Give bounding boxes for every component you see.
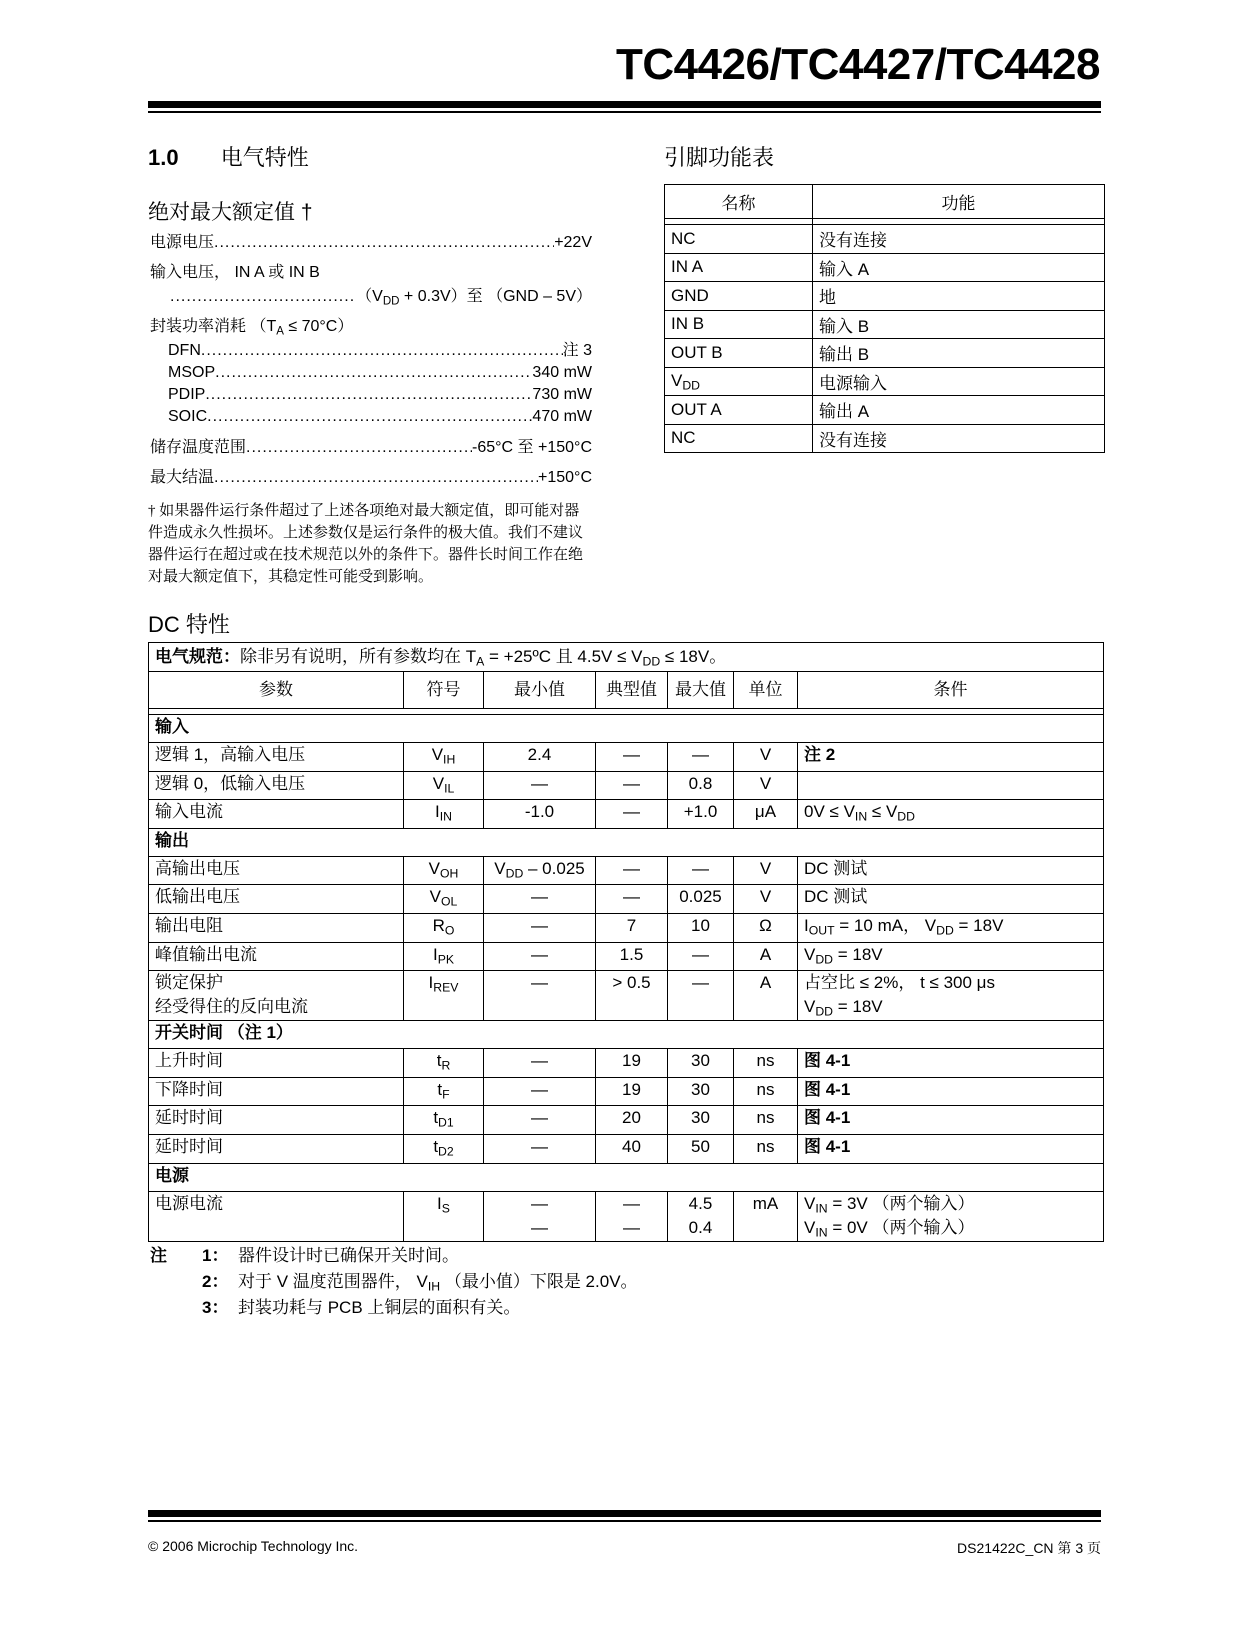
document-title: TC4426/TC4427/TC4428 bbox=[615, 40, 1100, 89]
pin-table-header bbox=[665, 185, 1105, 219]
col-function: 功能 bbox=[813, 185, 1105, 219]
dc-header-row: 参数 符号 最小值 典型值 最大值 单位 条件 bbox=[149, 672, 1104, 709]
pin-row: $V_{DD}$ 电源输入 bbox=[665, 367, 1105, 396]
pin-row: IN A 输入 A bbox=[665, 253, 1105, 282]
footer-copyright: © 2006 Microchip Technology Inc. bbox=[148, 1538, 359, 1554]
pin-table-title: 引脚功能表 bbox=[664, 145, 775, 170]
pin-row: GND 地 bbox=[665, 282, 1105, 311]
dc-title: DC 特性 bbox=[148, 612, 230, 637]
dc-row: 峰值输出电流 $I_{PK}$ — 1.5 — A $V_{DD} = 18V$ bbox=[149, 942, 1104, 971]
rating-power-label: 封装功率消耗 $(T_A \le 70^\circ C)$ bbox=[150, 318, 354, 338]
rating-junction-temp: 最大结温 ..... +150°C bbox=[150, 467, 592, 489]
dc-section-input: 输入 bbox=[149, 715, 1104, 743]
header-rule bbox=[148, 101, 1101, 108]
dc-row: 低输出电压 $V_{OL}$ — — 0.025 V DC 测试 bbox=[149, 885, 1104, 914]
dc-characteristics-table bbox=[148, 642, 1104, 1242]
dc-spec-row: 电气规范：除非另有说明，所有参数均在 $T_A$ = +25ºC 且 $4.5V \le V_{DD} \le 18V$。 bbox=[149, 643, 1104, 672]
dc-section-switching: 开关时间 （注 1） bbox=[149, 1021, 1104, 1049]
pin-row: OUT A 输出 A bbox=[665, 396, 1105, 425]
pin-row: OUT B 输出 B bbox=[665, 339, 1105, 368]
dc-row: 输出电阻 $R_O$ — 7 10 Ω $I_{OUT} = 10$ mA， $V_{DD} = 18V$ bbox=[149, 913, 1104, 942]
dc-row: 逻辑 1，高输入电压 $V_{IH}$ 2.4 — — V 注 2 bbox=[149, 743, 1104, 772]
dc-row: 下降时间 $t_F$ — 19 30 ns 图 4-1 bbox=[149, 1077, 1104, 1106]
rating-package-msop: MSOP ..... 340 mW bbox=[168, 362, 592, 384]
header-rule-thin bbox=[148, 111, 1101, 113]
pin-row: IN B 输入 B bbox=[665, 310, 1105, 339]
dc-notes bbox=[150, 1243, 950, 1321]
dc-row: 逻辑 0，低输入电压 $V_{IL}$ — — 0.8 V bbox=[149, 771, 1104, 800]
pin-row: NC 没有连接 bbox=[665, 424, 1105, 453]
rating-storage-temp: 储存温度范围 ..... -65°C 至 +150°C bbox=[150, 437, 592, 459]
note-item: 3： 封装功耗与 PCB 上铜层的面积有关。 bbox=[202, 1298, 521, 1317]
rating-package-pdip: PDIP ..... 730 mW bbox=[168, 384, 592, 406]
footer-rule-thin bbox=[148, 1520, 1101, 1522]
dc-section-power: 电源 bbox=[149, 1163, 1104, 1191]
section-number: 1.0 bbox=[148, 145, 179, 170]
pin-row: NC 没有连接 bbox=[665, 225, 1105, 254]
col-name: 名称 bbox=[665, 185, 813, 219]
footer-rule bbox=[148, 1510, 1101, 1517]
dc-row: 上升时间 $t_R$ — 19 30 ns 图 4-1 bbox=[149, 1049, 1104, 1078]
abs-max-warning: † 如果器件运行条件超过了上述各项绝对最大额定值，即可能对器件造成永久性损坏。上述参数仅是运行条件的极大值。我们不建议器件运行在超过或在技术规范以外的条件下。器件长时间工作在绝对最大额定值下，其稳定性可能受到影响。 bbox=[148, 503, 584, 585]
dc-row: 高输出电压 $V_{OH}$ $V_{DD} - 0.025$ — — V DC 测试 bbox=[149, 856, 1104, 885]
rating-supply-voltage: 电源电压 ..... +22V bbox=[150, 232, 592, 254]
note-item: 注 1： 器件设计时已确保开关时间。 bbox=[150, 1246, 459, 1265]
section-title: 电气特性 bbox=[220, 145, 309, 170]
rating-input-voltage-label: 输入电压， IN A 或 IN B bbox=[150, 264, 320, 281]
pin-function-table bbox=[664, 184, 1105, 453]
abs-max-heading: 绝对最大额定值 † bbox=[148, 201, 313, 224]
footer-page-number: DS21422C_CN 第 3 页 bbox=[957, 1540, 1101, 1556]
rating-package-soic: SOIC ..... 470 mW bbox=[168, 406, 592, 428]
dc-row: 锁定保护 经受得住的反向电流 $I_{REV}$ — > 0.5 — A 占空比 ≤ 2%， t ≤ 300 μs $V_{DD} = 18V$ bbox=[149, 971, 1104, 1021]
note-item: 2： 对于 V 温度范围器件， $V_{IH}$ （最小值）下限是 2.0V。 bbox=[202, 1272, 638, 1294]
section-heading bbox=[148, 141, 309, 172]
dc-row: 延时时间 $t_{D1}$ — 20 30 ns 图 4-1 bbox=[149, 1106, 1104, 1135]
dc-row: 电源电流 $I_S$ — — — — 4.5 0.4 mA $V_{IN} = 3V$ （两个输入） $V_{IN} = 0V$ （两个输入） bbox=[149, 1191, 1104, 1241]
dc-row: 延时时间 $t_{D2}$ — 40 50 ns 图 4-1 bbox=[149, 1134, 1104, 1163]
rating-package-dfn: DFN ..... 注 3 bbox=[168, 340, 592, 362]
dc-row: 输入电流 $I_{IN}$ -1.0 — +1.0 μA $0V \le V_{IN} \le V_{DD}$ bbox=[149, 800, 1104, 829]
rating-input-voltage: ..... $(V_{DD} + 0.3V)$至 （GND – 5V） bbox=[170, 286, 592, 308]
dc-section-output: 输出 bbox=[149, 828, 1104, 856]
